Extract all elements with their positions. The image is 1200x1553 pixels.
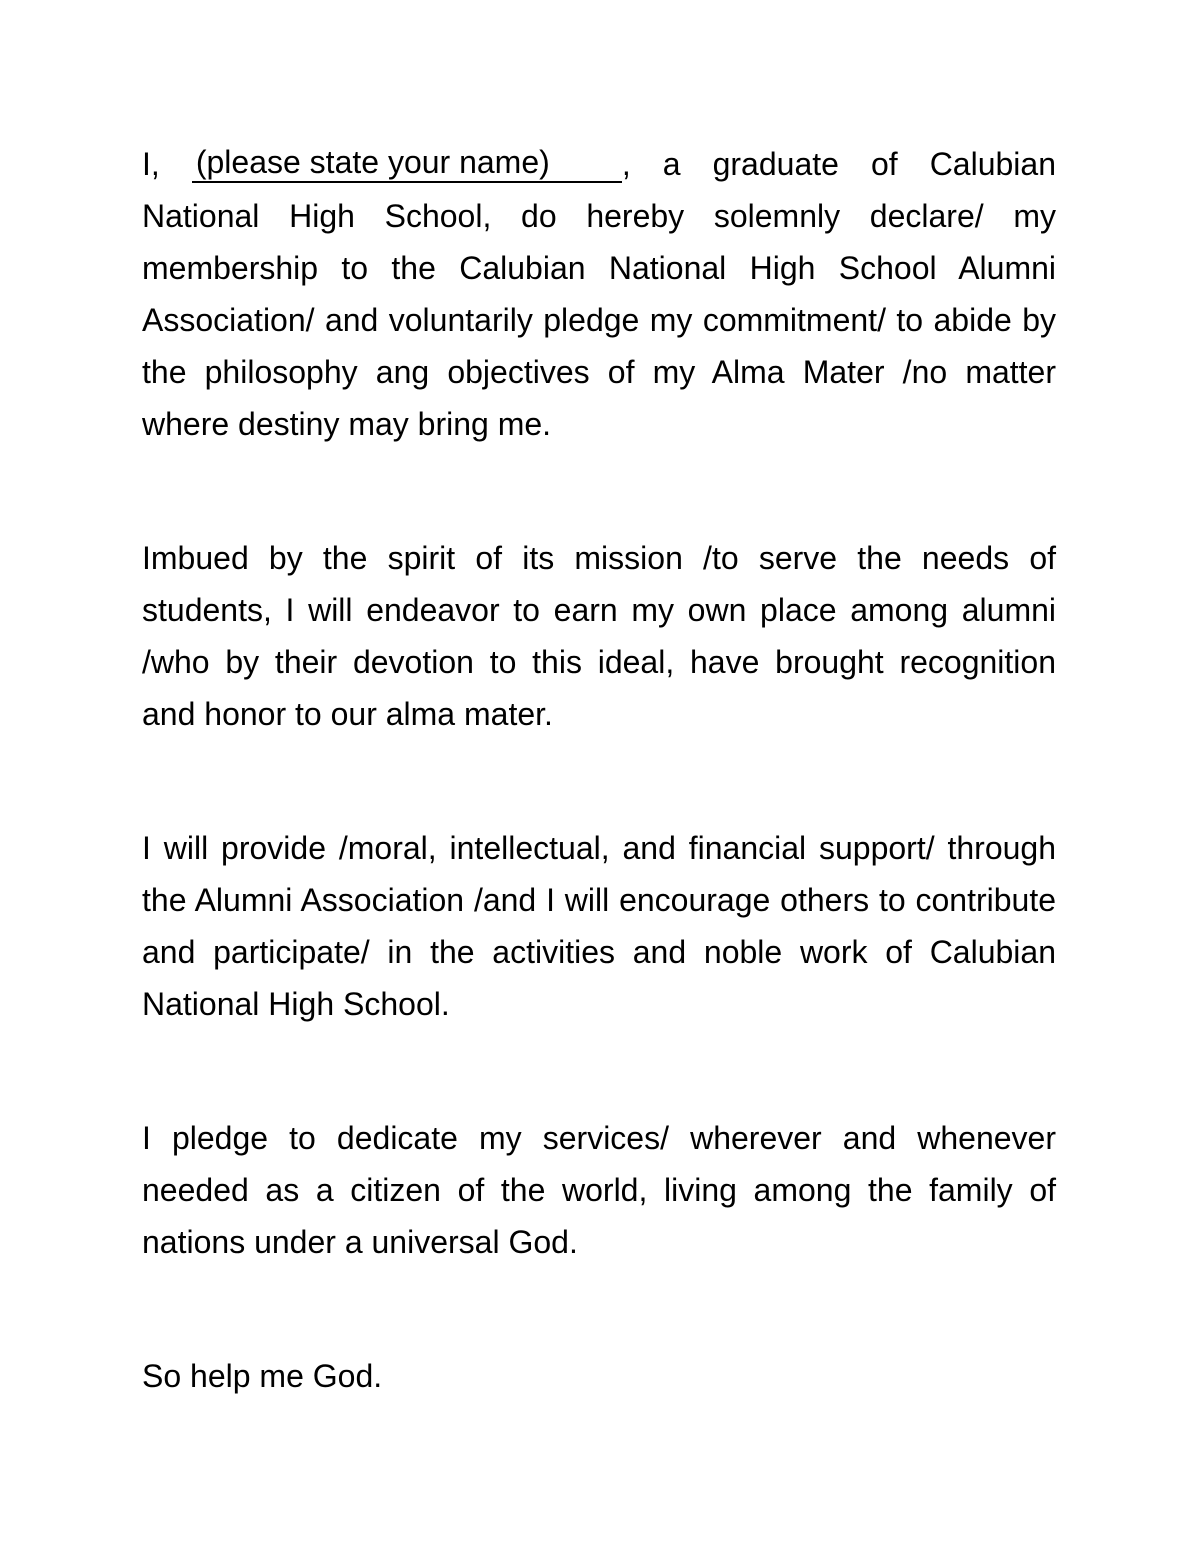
declaration-text: , a graduate of Calubian National High School, do hereby solemnly declare/ my membership to the Calubian National High School Alumni Association/ and voluntarily pledge my commitment/ to abide by the philosophy ang objectives of my Alma Mater /no matter where destiny may bring me. (142, 146, 1057, 442)
declaration-prefix: I, (142, 146, 160, 182)
name-placeholder: (please state your name) (195, 144, 550, 180)
name-blank-field[interactable] (192, 144, 622, 183)
declaration-paragraph (142, 138, 1056, 450)
dedication-paragraph: I pledge to dedicate my services/ wherever and whenever needed as a citizen of the world, living among the family of nations under a universal God. (142, 1120, 1056, 1260)
document-page (142, 138, 1056, 1402)
closing-line: So help me God. (142, 1358, 383, 1394)
mission-paragraph: Imbued by the spirit of its mission /to serve the needs of students, I will endeavor to earn my own place among alumni /who by their devotion to this ideal, have brought recognition and honor to our alma mater. (142, 540, 1056, 732)
support-paragraph: I will provide /moral, intellectual, and financial support/ through the Alumni Association /and I will encourage others to contribute and participate/ in the activities and noble work of Calubian National High School. (142, 830, 1056, 1022)
